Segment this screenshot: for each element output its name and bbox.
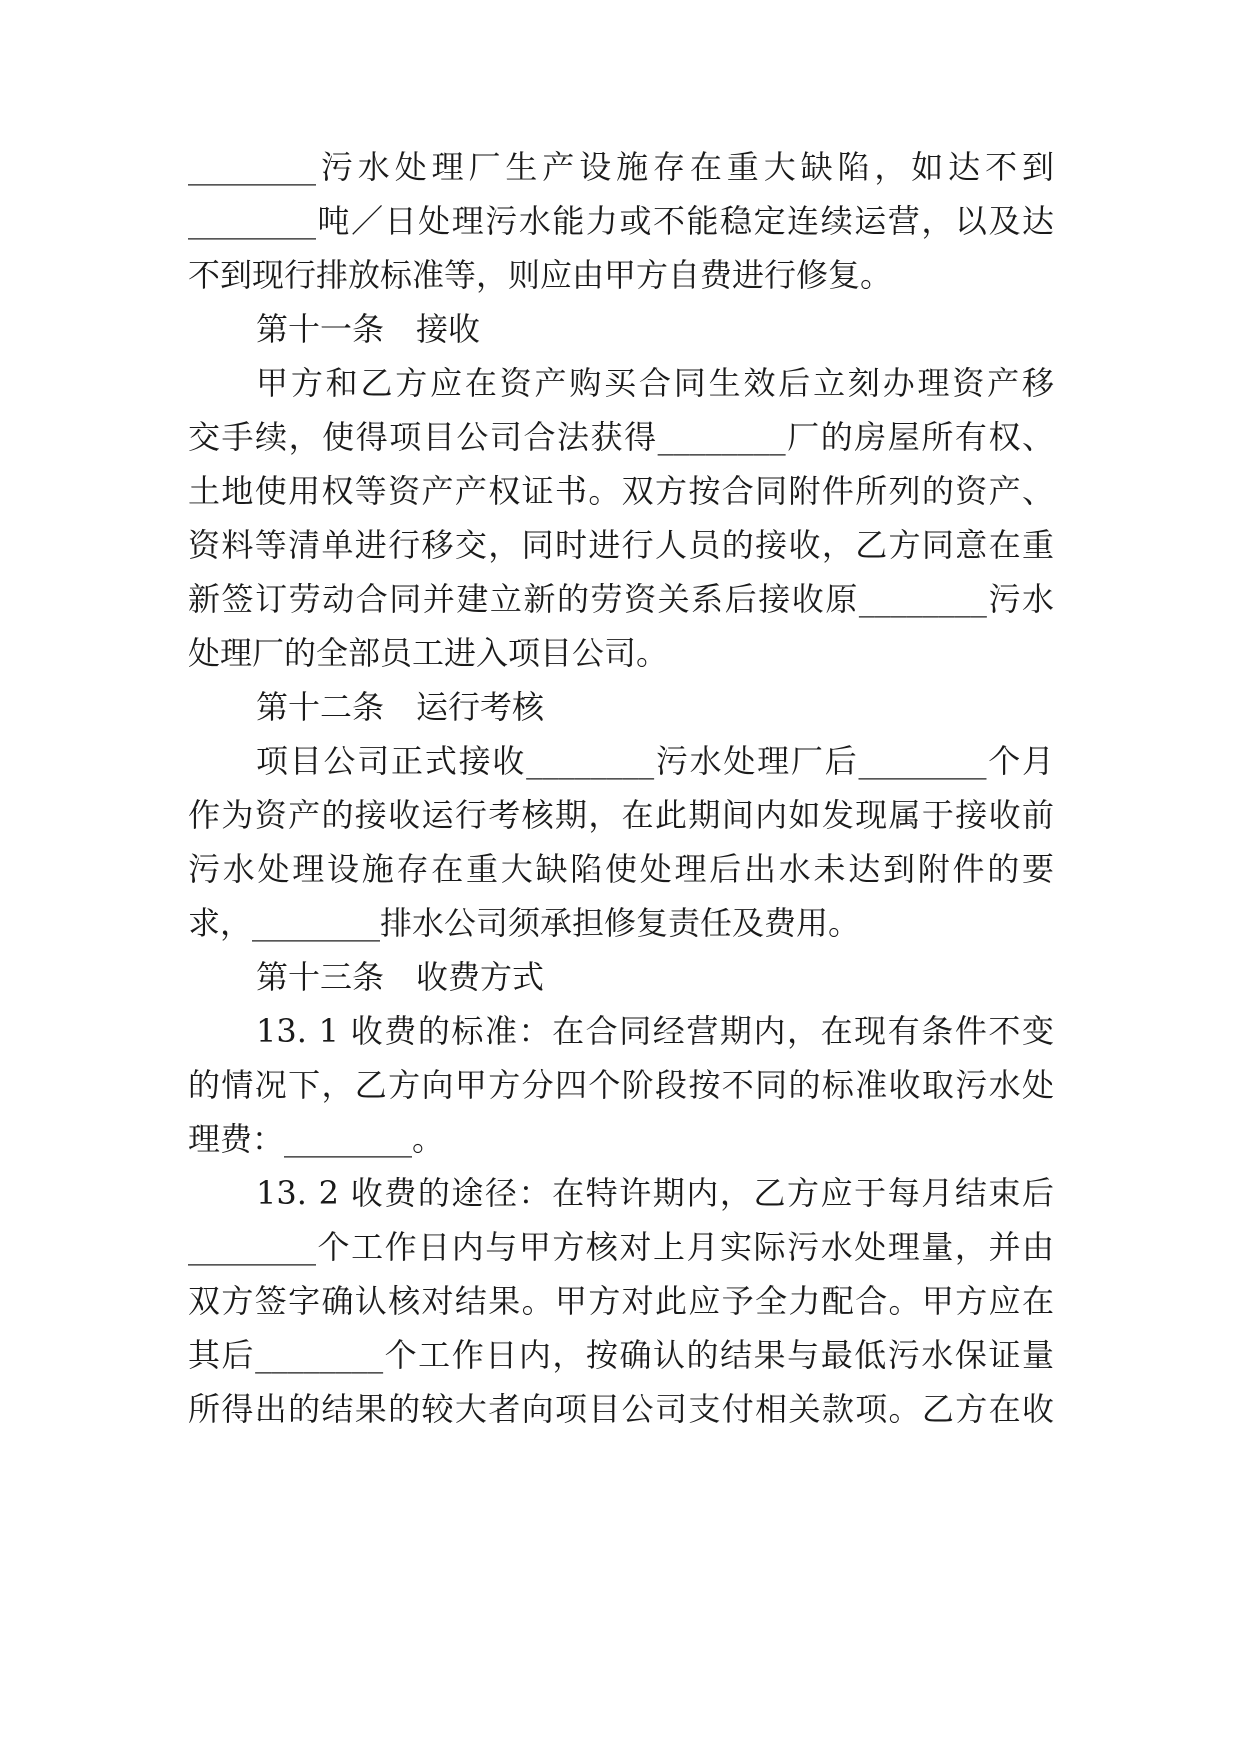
text-line: ________个工作日内与甲方核对上月实际污水处理量，并由 (188, 1228, 1054, 1266)
text-line: ________吨／日处理污水能力或不能稳定连续运营，以及达 (188, 202, 1054, 240)
text-line: 的情况下，乙方向甲方分四个阶段按不同的标准收取污水处 (188, 1066, 1054, 1104)
section-heading-13: 第十三条 收费方式 (256, 958, 545, 996)
text-line: 项目公司正式接收________污水处理厂后________个月 (256, 742, 1054, 780)
section-heading-12: 第十二条 运行考核 (256, 688, 545, 726)
text-line: 新签订劳动合同并建立新的劳资关系后接收原________污水 (188, 580, 1054, 618)
text-line: 交手续，使得项目公司合法获得________厂的房屋所有权、 (188, 418, 1054, 456)
text-line: ________污水处理厂生产设施存在重大缺陷，如达不到 (188, 148, 1054, 186)
text-line: 13. 2 收费的途径：在特许期内，乙方应于每月结束后 (256, 1174, 1054, 1212)
text-line: 不到现行排放标准等，则应由甲方自费进行修复。 (188, 256, 893, 294)
section-heading-11: 第十一条 接收 (256, 310, 481, 348)
text-line: 求，________排水公司须承担修复责任及费用。 (188, 904, 861, 942)
text-line: 处理厂的全部员工进入项目公司。 (188, 634, 669, 672)
text-line: 理费：________。 (188, 1120, 445, 1158)
text-line: 资料等清单进行移交，同时进行人员的接收，乙方同意在重 (188, 526, 1054, 564)
text-line: 甲方和乙方应在资产购买合同生效后立刻办理资产移 (256, 364, 1054, 402)
text-line: 作为资产的接收运行考核期，在此期间内如发现属于接收前 (188, 796, 1054, 834)
text-line: 其后________个工作日内，按确认的结果与最低污水保证量 (188, 1336, 1054, 1374)
text-line: 双方签字确认核对结果。甲方对此应予全力配合。甲方应在 (188, 1282, 1054, 1320)
text-line: 污水处理设施存在重大缺陷使处理后出水未达到附件的要 (188, 850, 1054, 888)
text-line: 所得出的结果的较大者向项目公司支付相关款项。乙方在收 (188, 1390, 1054, 1428)
text-line: 13. 1 收费的标准：在合同经营期内，在现有条件不变 (256, 1012, 1054, 1050)
text-line: 土地使用权等资产产权证书。双方按合同附件所列的资产、 (188, 472, 1054, 510)
